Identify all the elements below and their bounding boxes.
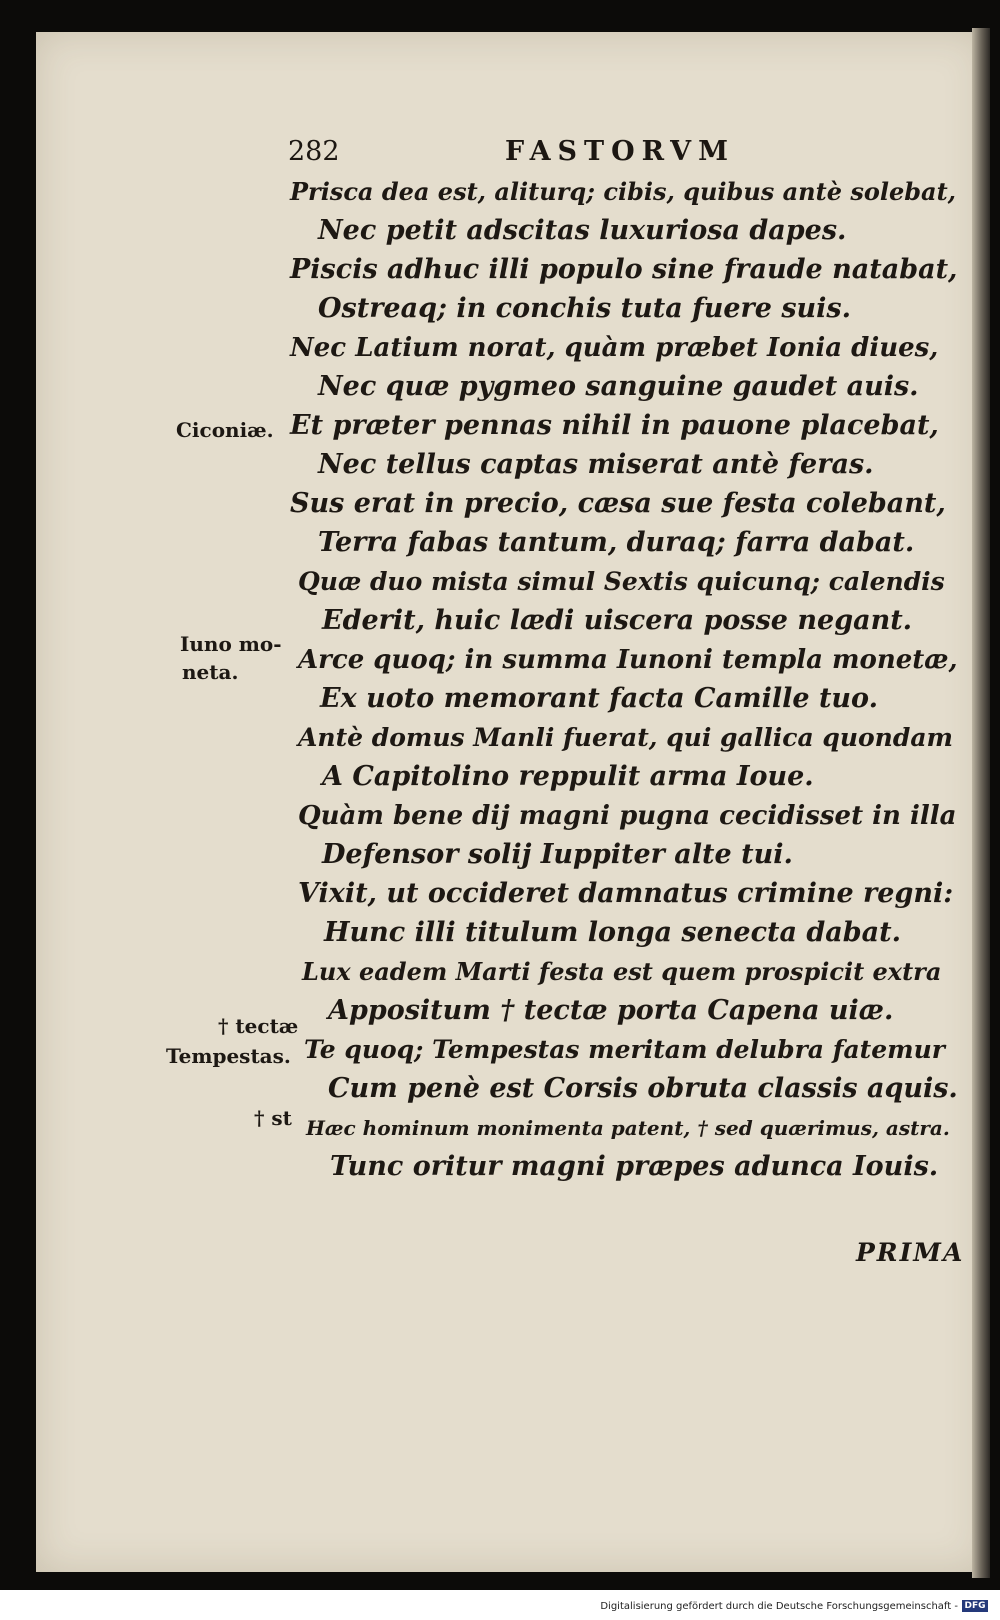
- verse-line: Appositum † tectæ porta Capena uiæ.: [328, 995, 894, 1026]
- verse-line: Cum penè est Corsis obruta classis aquis.: [328, 1073, 958, 1104]
- verse-line: Hæc hominum monimenta patent, † sed quærimus, astra.: [306, 1116, 950, 1140]
- catchword: PRIMA: [856, 1238, 965, 1267]
- verse-line: Antè domus Manli fuerat, qui gallica quondam: [298, 723, 953, 752]
- verse-line: Defensor solij Iuppiter alte tui.: [322, 839, 793, 870]
- verse-line: Tunc oritur magni præpes adunca Iouis.: [330, 1151, 939, 1182]
- verse-line: Nec quæ pygmeo sanguine gaudet auis.: [318, 371, 919, 402]
- verse-line: A Capitolino reppulit arma Ioue.: [322, 761, 814, 792]
- verse-line: Nec petit adscitas luxuriosa dapes.: [318, 215, 847, 246]
- verse-line: Ostreaq; in conchis tuta fuere suis.: [318, 293, 852, 324]
- margin-note-ciconiae: Ciconiæ.: [176, 418, 274, 442]
- margin-note-iuno: Iuno mo-: [180, 632, 282, 656]
- margin-note-moneta: neta.: [182, 660, 239, 684]
- verse-line: Quàm bene dij magni pugna cecidisset in illa: [298, 801, 957, 831]
- verse-line: Ex uoto memorant facta Camille tuo.: [320, 683, 878, 714]
- verse-line: Quæ duo mista simul Sextis quicunq; calendis: [298, 567, 945, 596]
- verse-line: Piscis adhuc illi populo sine fraude natabat,: [290, 254, 958, 285]
- running-head: FASTORVM: [505, 136, 735, 167]
- verse-line: Prisca dea est, aliturq; cibis, quibus antè solebat,: [290, 177, 957, 206]
- verse-line: Lux eadem Marti festa est quem prospicit extra: [302, 957, 942, 986]
- page-number: 282: [288, 136, 340, 167]
- margin-note-tectae: † tectæ: [218, 1014, 299, 1038]
- verse-line: Vixit, ut occideret damnatus crimine regni:: [298, 878, 954, 909]
- verse-line: Te quoq; Tempestas meritam delubra fatemur: [304, 1035, 945, 1064]
- verse-line: Sus erat in precio, cæsa sue festa colebant,: [290, 488, 946, 519]
- margin-note-tempestas: Tempestas.: [166, 1044, 291, 1068]
- footer-credit: Digitalisierung gefördert durch die Deutsche Forschungsgemeinschaft -: [600, 1601, 958, 1612]
- margin-note-dagger: † st: [254, 1106, 292, 1130]
- verse-line: Terra fabas tantum, duraq; farra dabat.: [318, 527, 915, 558]
- verse-line: Et præter pennas nihil in pauone placebat,: [290, 410, 939, 441]
- verse-line: Nec Latium norat, quàm præbet Ionia diues,: [290, 333, 939, 363]
- verse-line: Hunc illi titulum longa senecta dabat.: [324, 917, 902, 948]
- verse-line: Ederit, huic lædi uiscera posse negant.: [322, 605, 913, 636]
- verse-line: Arce quoq; in summa Iunoni templa monetæ,: [298, 645, 958, 675]
- dfg-logo-icon: DFG: [962, 1600, 988, 1612]
- page-edge: [972, 28, 990, 1578]
- verse-line: Nec tellus captas miserat antè feras.: [318, 449, 874, 480]
